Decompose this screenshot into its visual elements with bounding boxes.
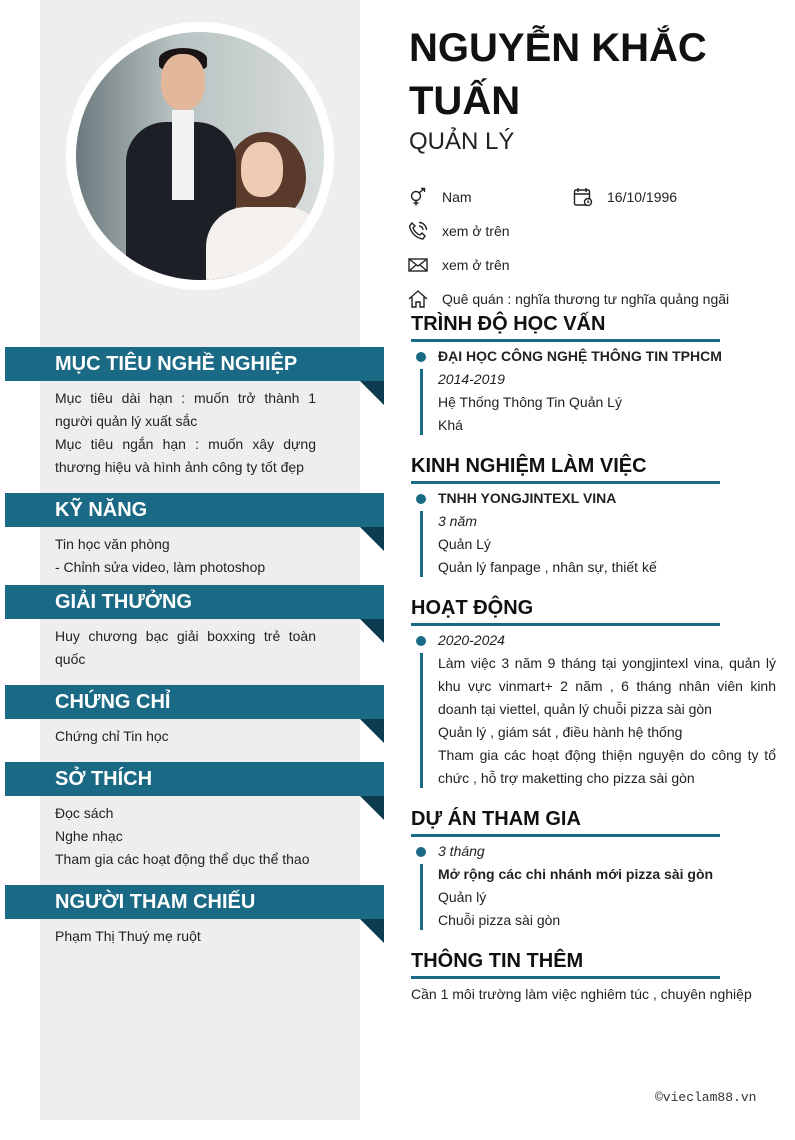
hobbies-text [55,802,316,871]
section-header-skills: KỸ NĂNG [5,493,384,527]
extra-info-text: Cần 1 môi trường làm việc nghiêm túc , chuyên nghiệp [411,986,752,1002]
section-header-references: NGƯỜI THAM CHIẾU [5,885,384,919]
award-item: Huy chương bạc giải boxxing trẻ toàn quốc [55,628,316,667]
objective-long: Mục tiêu dài hạn : muốn trở thành 1 người quản lý xuất sắc [55,390,316,429]
section-title-activities: HOẠT ĐỘNG [411,595,720,626]
skill-item: - Chỉnh sửa video, làm photoshop [55,559,266,575]
fold-decoration [360,381,384,405]
fold-decoration [360,527,384,551]
certificates-text [55,725,316,748]
dob-row [573,187,677,207]
certificate-item: Chứng chỉ Tin học [55,728,169,744]
gender-value: Nam [442,189,472,205]
section-header-awards: GIẢI THƯỞNG [5,585,384,619]
company-name: TNHH YONGJINTEXL VINA [438,490,617,506]
watermark: ©vieclam88.vn [655,1090,757,1105]
section-header-objective: MỤC TIÊU NGHỀ NGHIỆP [5,347,384,381]
activity-item [410,629,776,790]
references-text [55,925,316,948]
hometown-row [408,289,729,309]
project-role: Quản lý [438,889,487,905]
email-value: xem ở trên [442,257,510,273]
phone-row [408,221,510,241]
activity-line: Tham gia các hoạt động thiện nguyện do công ty tổ chức , hỗ trợ maketting cho pizza sài gòn [438,747,776,786]
experience-description: Quản lý fanpage , nhân sự, thiết kế [438,559,657,575]
section-title-education: TRÌNH ĐỘ HỌC VẤN [411,311,720,342]
activity-period: 2020-2024 [438,632,505,648]
experience-period: 3 năm [438,513,477,529]
hometown-value: Quê quán : nghĩa thương tư nghĩa quảng ngãi [442,291,730,307]
fold-decoration [360,796,384,820]
calendar-icon [573,187,593,207]
fold-decoration [360,719,384,743]
education-period: 2014-2019 [438,371,505,387]
awards-text [55,625,316,671]
profile-photo [66,22,334,290]
project-period: 3 tháng [438,843,485,859]
dob-value: 16/10/1996 [607,189,678,205]
reference-item: Phạm Thị Thuý mẹ ruột [55,928,201,944]
home-icon [408,289,428,309]
section-header-hobbies: SỞ THÍCH [5,762,384,796]
section-title-projects: DỰ ÁN THAM GIA [411,806,720,837]
hobby-item: Nghe nhạc [55,828,123,844]
activity-line: Quản lý , giám sát , điều hành hệ thống [438,724,683,740]
skills-text [55,533,316,579]
project-item [410,840,776,932]
school-name: ĐẠI HỌC CÔNG NGHỆ THÔNG TIN TPHCM [438,348,722,364]
skill-item: Tin học văn phòng [55,536,170,552]
objective-short: Mục tiêu ngắn hạn : muốn xây dựng thương hiệu và hình ảnh công ty tốt đẹp [55,436,316,475]
hobby-item: Tham gia các hoạt động thể dục thể thao [55,851,310,867]
phone-value: xem ở trên [442,223,510,239]
job-title: QUẢN LÝ [409,128,515,155]
activity-line: Làm việc 3 năm 9 tháng tại yongjintexl vina, quản lý khu vực vinmart+ 2 năm , 6 tháng nhân viên kinh doanh tại viettel, quản lý chuỗi pizza sài gòn [438,655,776,717]
hobby-item: Đọc sách [55,805,114,821]
gender-icon [408,187,428,207]
email-row [408,255,510,275]
project-name: Mở rộng các chi nhánh mới pizza sài gòn [438,866,714,882]
experience-item [410,487,776,579]
fold-decoration [360,619,384,643]
phone-icon [408,221,428,241]
experience-position: Quản Lý [438,536,491,552]
education-major: Hệ Thống Thông Tin Quản Lý [438,394,622,410]
project-client: Chuỗi pizza sài gòn [438,912,561,928]
fold-decoration [360,919,384,943]
section-header-certificates: CHỨNG CHỈ [5,685,384,719]
section-title-extra: THÔNG TIN THÊM [411,948,720,979]
full-name: NGUYỄN KHẮC TUẤN [409,26,707,123]
education-grade: Khá [438,417,463,433]
mail-icon [408,255,428,275]
objective-text [55,387,316,479]
education-item [410,345,776,437]
section-title-experience: KINH NGHIỆM LÀM VIỆC [411,453,720,484]
gender-row [408,187,472,207]
